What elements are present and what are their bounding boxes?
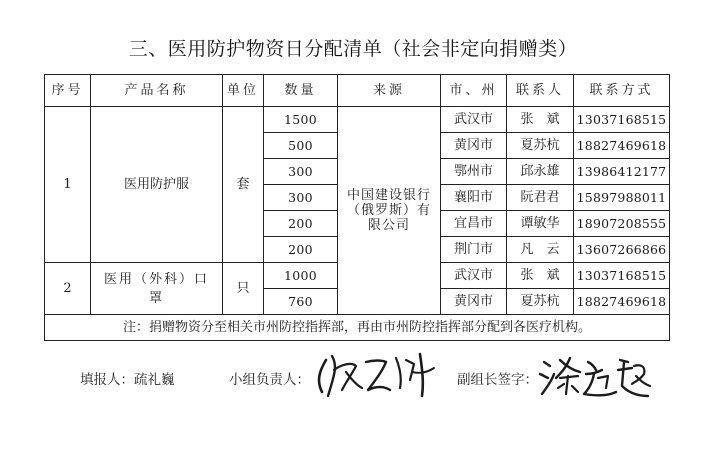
allocation-table — [44, 74, 670, 341]
cell-index: 2 — [45, 263, 91, 315]
cell-quantity: 1000 — [264, 263, 338, 289]
cell-phone: 13037168515 — [574, 107, 670, 133]
header-unit: 单位 — [223, 75, 264, 107]
cell-contact: 张 斌 — [507, 107, 574, 133]
cell-city: 武汉市 — [441, 263, 507, 289]
cell-contact: 夏苏杭 — [507, 289, 574, 315]
cell-source — [338, 107, 441, 315]
deputy-signature — [536, 352, 654, 404]
cell-city: 武汉市 — [441, 107, 507, 133]
table-note: 注：捐赠物资分至相关市州防控指挥部，再由市州防控指挥部分配到各医疗机构。 — [45, 315, 670, 341]
cell-contact: 邱永雄 — [507, 159, 574, 185]
cell-quantity: 200 — [264, 237, 338, 263]
cell-quantity: 300 — [264, 185, 338, 211]
filler-label: 填报人：疏礼巍 — [80, 372, 175, 388]
cell-index: 1 — [45, 107, 91, 263]
leader-label: 小组负责人： — [229, 372, 310, 388]
cell-unit: 套 — [223, 107, 264, 263]
cell-product — [91, 263, 223, 315]
cell-city: 黄冈市 — [441, 133, 507, 159]
cell-city: 鄂州市 — [441, 159, 507, 185]
header-index: 序号 — [45, 75, 91, 107]
cell-city: 宜昌市 — [441, 211, 507, 237]
cell-quantity: 1500 — [264, 107, 338, 133]
cell-phone: 13986412177 — [574, 159, 670, 185]
cell-phone: 18827469618 — [574, 289, 670, 315]
cell-city: 荆门市 — [441, 237, 507, 263]
cell-unit: 只 — [223, 263, 264, 315]
source-text: 中国建设银行（俄罗斯）有限公司 — [346, 188, 431, 233]
header-phone: 联系方式 — [574, 75, 670, 107]
header-quantity: 数量 — [264, 75, 338, 107]
cell-contact: 张 斌 — [507, 263, 574, 289]
cell-quantity: 300 — [264, 159, 338, 185]
cell-phone: 13037168515 — [574, 263, 670, 289]
cell-city: 襄阳市 — [441, 185, 507, 211]
header-contact: 联系人 — [507, 75, 574, 107]
product-text: 医用（外科）口罩 — [103, 271, 209, 306]
cell-contact: 夏苏杭 — [507, 133, 574, 159]
cell-contact: 阮君君 — [507, 185, 574, 211]
leader-signature — [312, 350, 440, 400]
table-row — [45, 107, 670, 133]
cell-contact: 凡 云 — [507, 237, 574, 263]
cell-phone: 13607266866 — [574, 237, 670, 263]
table-header-row — [45, 75, 670, 107]
cell-product: 医用防护服 — [91, 107, 223, 263]
cell-contact: 谭敏华 — [507, 211, 574, 237]
header-source: 来源 — [338, 75, 441, 107]
cell-quantity: 200 — [264, 211, 338, 237]
header-city: 市、州 — [441, 75, 507, 107]
note-row — [45, 315, 670, 341]
header-product: 产品名称 — [91, 75, 223, 107]
cell-quantity: 500 — [264, 133, 338, 159]
cell-phone: 18827469618 — [574, 133, 670, 159]
cell-quantity: 760 — [264, 289, 338, 315]
cell-phone: 15897988011 — [574, 185, 670, 211]
deputy-label: 副组长签字： — [457, 372, 538, 388]
page-title: 三、医用防护物资日分配清单（社会非定向捐赠类） — [128, 38, 578, 60]
cell-phone: 18907208555 — [574, 211, 670, 237]
cell-city: 黄冈市 — [441, 289, 507, 315]
